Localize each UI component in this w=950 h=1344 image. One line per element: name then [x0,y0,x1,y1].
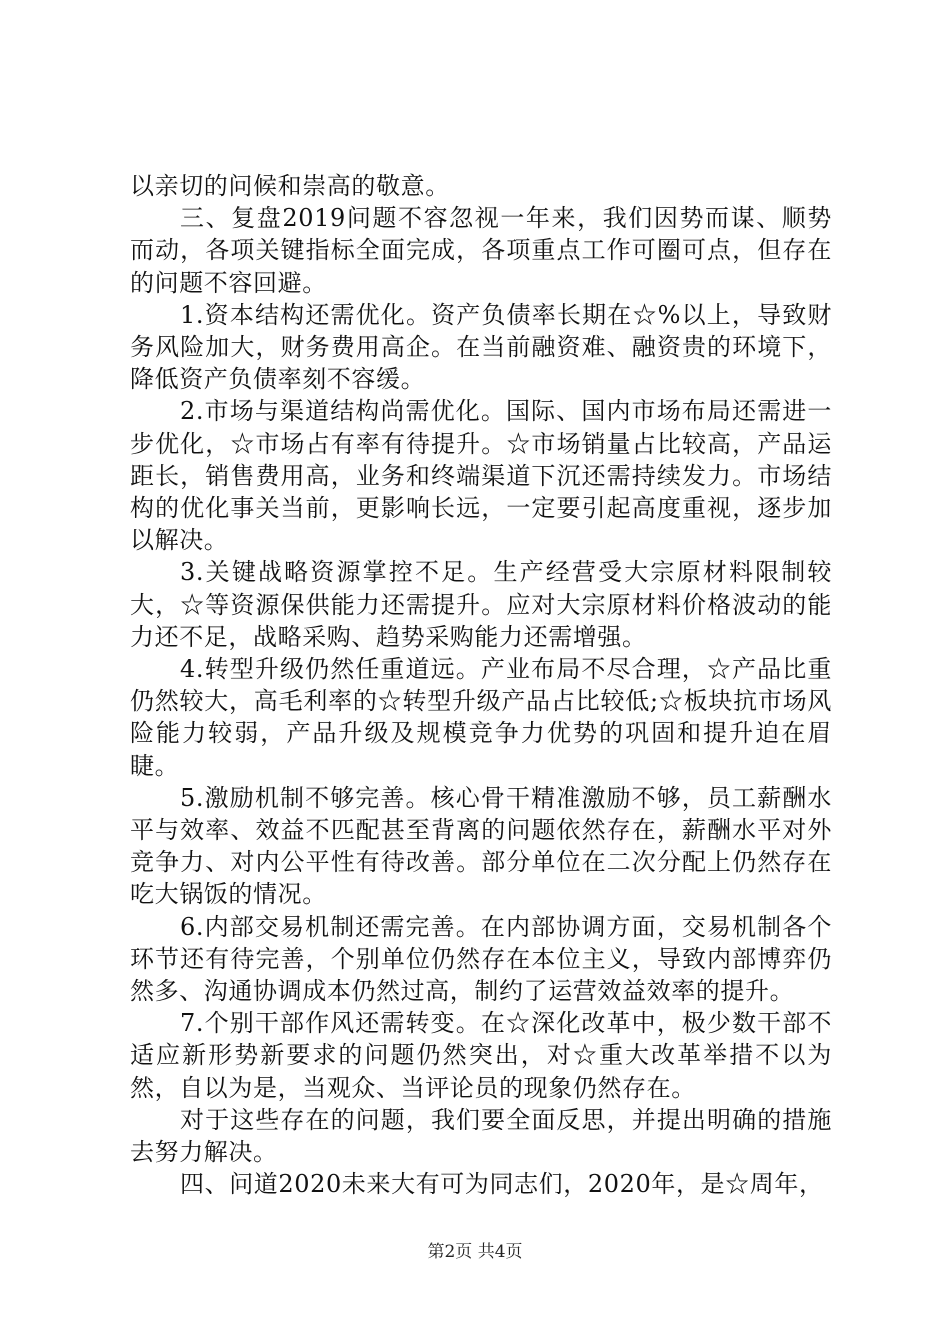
paragraph: 1.资本结构还需优化。资产负债率长期在☆%以上，导致财务风险加大，财务费用高企。在当前融资难、融资贵的环境下，降低资产负债率刻不容缓。 [130,300,832,394]
paragraph: 3.关键战略资源掌控不足。生产经营受大宗原材料限制较大，☆等资源保供能力还需提升。应对大宗原材料价格波动的能力还不足，战略采购、趋势采购能力还需增强。 [130,558,832,651]
paragraph: 4.转型升级仍然任重道远。产业布局不尽合理，☆产品比重仍然较大，高毛利率的☆转型升级产品占比较低;☆板块抗市场风险能力较弱，产品升级及规模竞争力优势的巩固和提升迫在眉睫。 [130,655,832,780]
document-body [130,170,832,1201]
page-number-footer: 第2页 共4页 [427,1242,523,1262]
paragraph: 6.内部交易机制还需完善。在内部协调方面，交易机制各个环节还有待完善，个别单位仍然存在本位主义，导致内部博弈仍然多、沟通协调成本仍然过高，制约了运营效益效率的提升。 [130,912,832,1006]
paragraph: 对于这些存在的问题，我们要全面反思，并提出明确的措施去努力解决。 [130,1105,832,1167]
paragraph: 7.个别干部作风还需转变。在☆深化改革中，极少数干部不适应新形势新要求的问题仍然突出，对☆重大改革举措不以为然，自以为是，当观众、当评论员的现象仍然存在。 [130,1009,832,1102]
paragraph: 三、复盘2019问题不容忽视一年来，我们因势而谋、顺势而动，各项关键指标全面完成，各项重点工作可圈可点，但存在的问题不容回避。 [130,204,832,297]
paragraph: 5.激励机制不够完善。核心骨干精准激励不够，员工薪酬水平与效率、效益不匹配甚至背离的问题依然存在，薪酬水平对外竞争力、对内公平性有待改善。部分单位在二次分配上仍然存在吃大锅饭的情况。 [130,783,832,909]
paragraph: 以亲切的问候和崇高的敬意。 [130,172,450,200]
paragraph: 2.市场与渠道结构尚需优化。国际、国内市场布局还需进一步优化，☆市场占有率有待提升。☆市场销量占比较高，产品运距长，销售费用高，业务和终端渠道下沉还需持续发力。市场结构的优化事关当前，更影响长远，一定要引起高度重视，逐步加以解决。 [130,397,832,555]
paragraph: 四、问道2020未来大有可为同志们，2020年，是☆周年， [180,1170,824,1199]
